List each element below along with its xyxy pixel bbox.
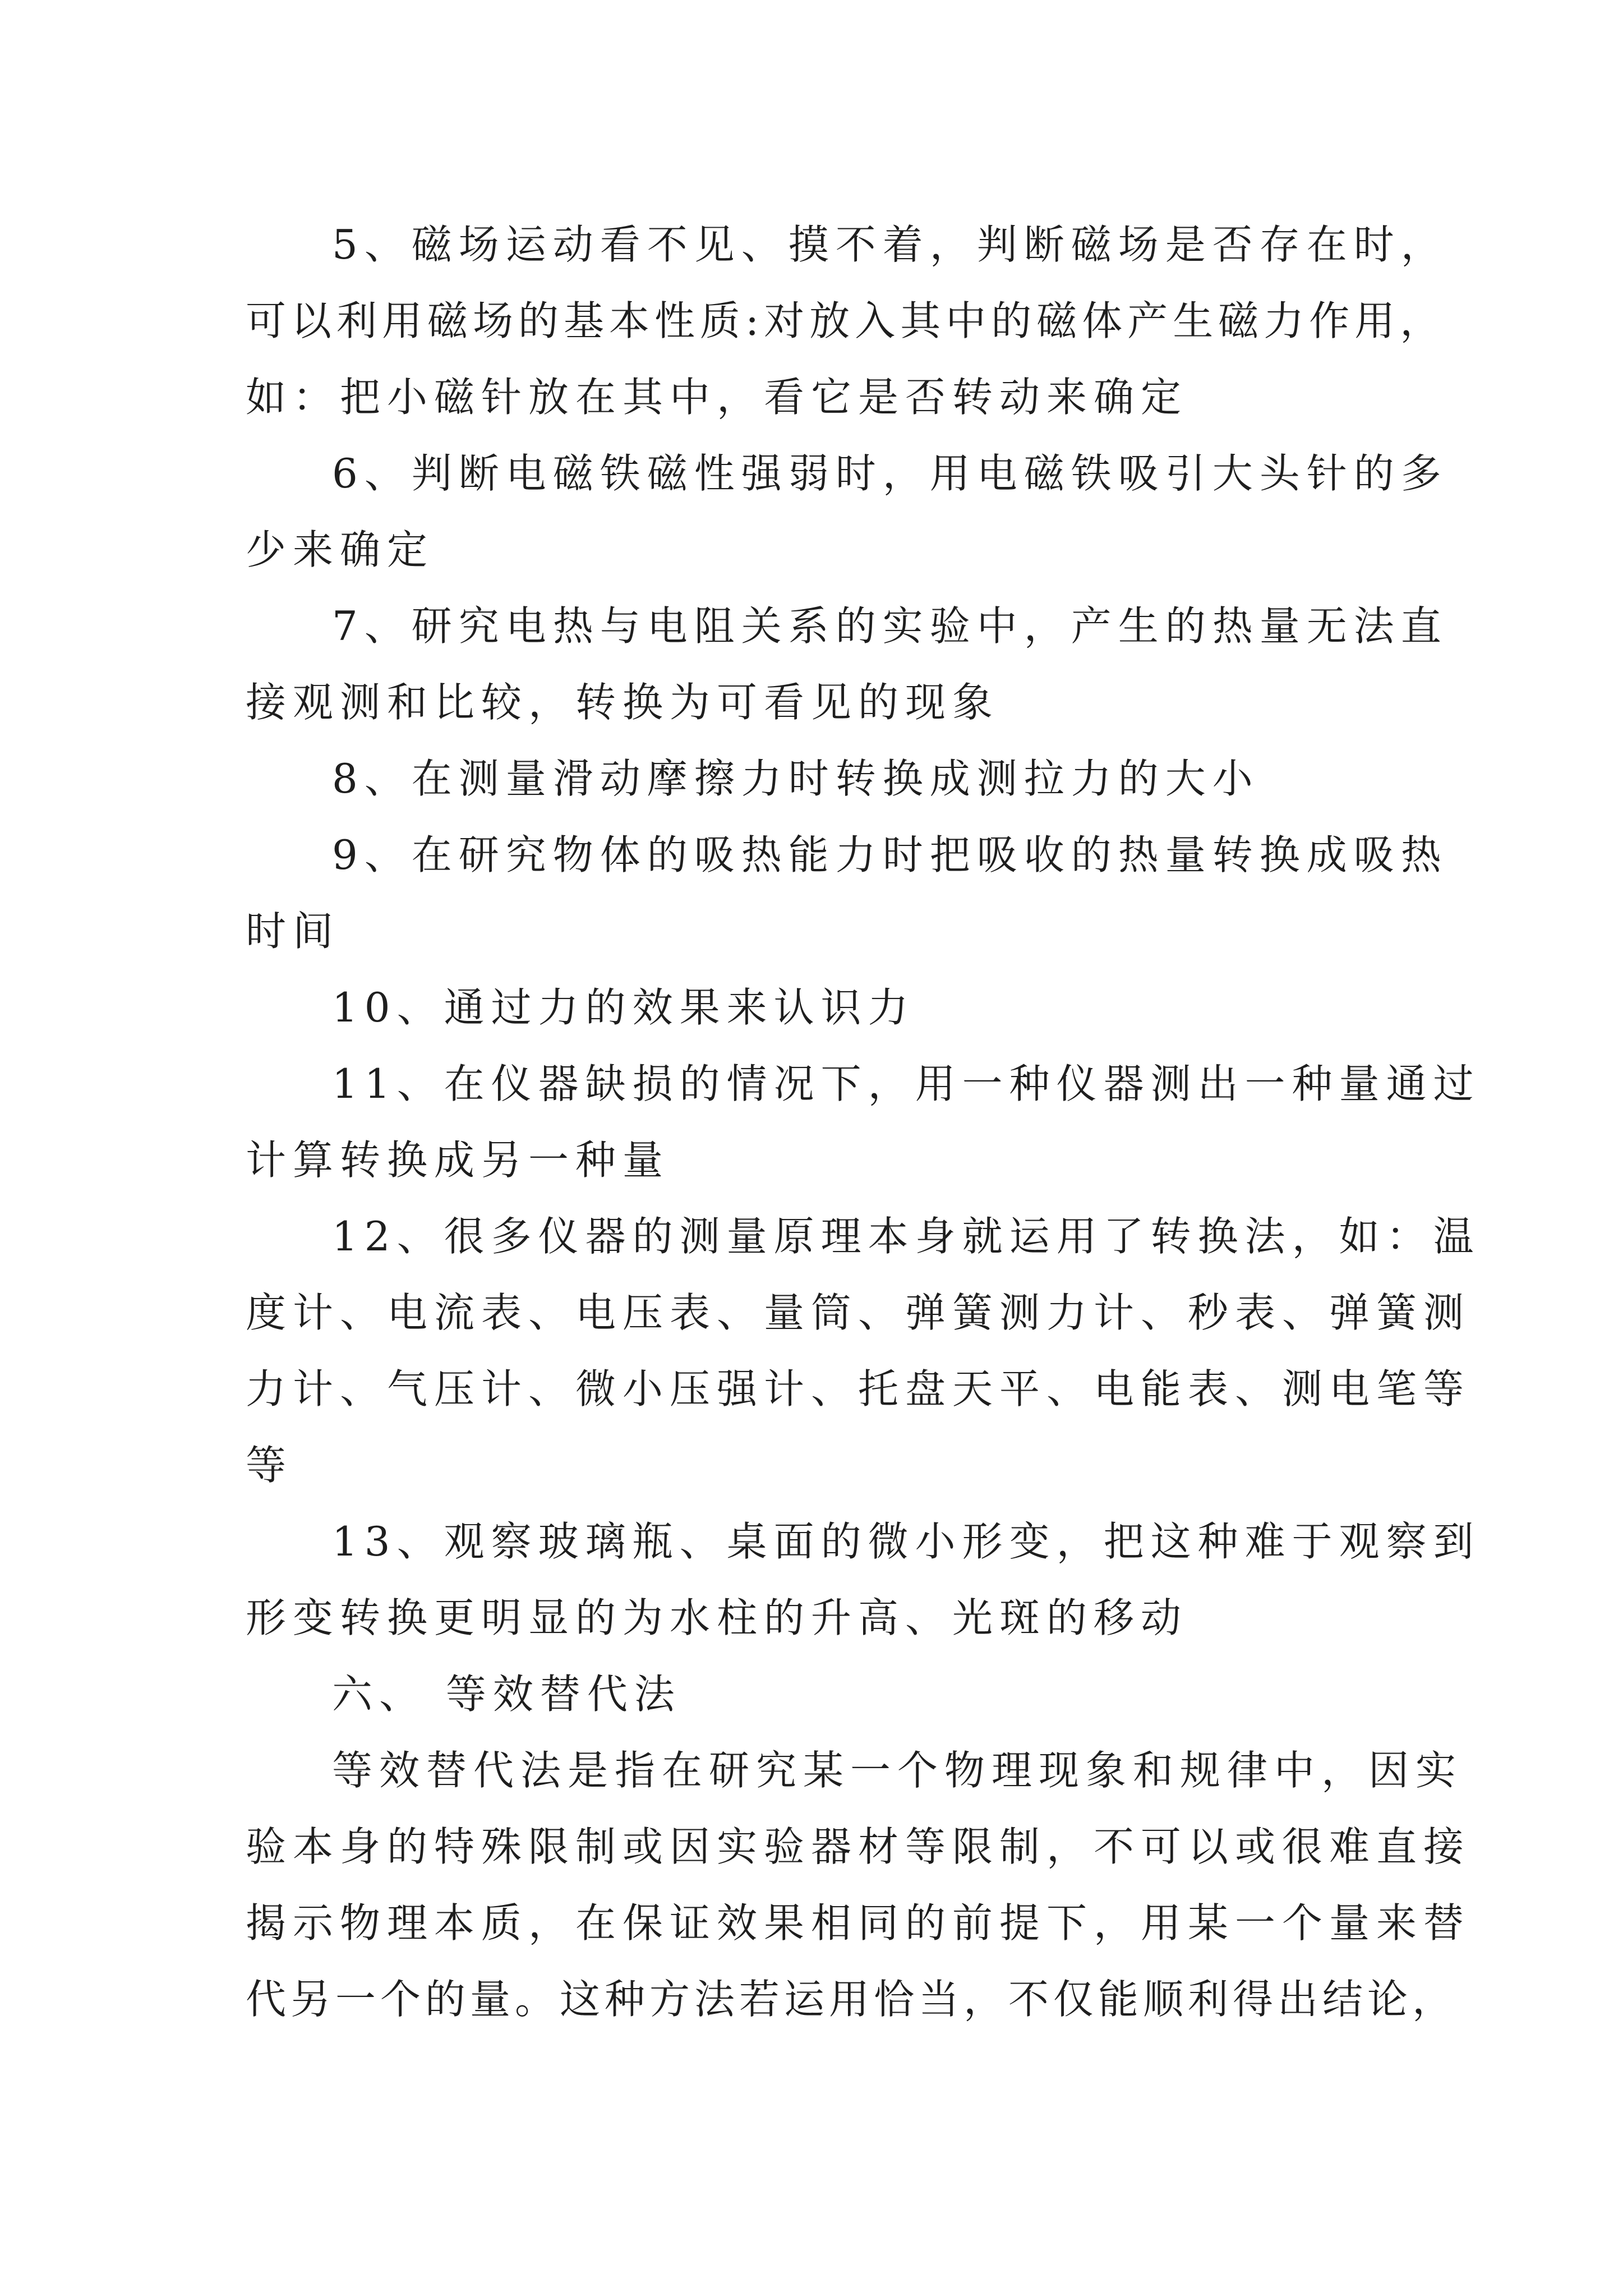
text-line: 接观测和比较，转换为可看见的现象 [246,679,1000,726]
text-line: 9、在研究物体的吸热能力时把吸收的热量转换成吸热 [332,831,1448,878]
text-line: 10、通过力的效果来认识力 [332,984,915,1031]
text-line: 6、判断电磁铁磁性强弱时，用电磁铁吸引大头针的多 [332,450,1448,497]
section-heading: 六、 等效替代法 [332,1671,681,1718]
text-line: 少来确定 [246,526,435,573]
text-line: 代另一个的量。这种方法若运用恰当，不仅能顺利得出结论， [246,1976,1458,2023]
text-line: 力计、气压计、微小压强计、托盘天平、电能表、测电笔等 [246,1365,1471,1412]
text-line: 13、观察玻璃瓶、桌面的微小形变，把这种难于观察到 [332,1518,1481,1565]
text-line: 11、在仪器缺损的情况下，用一种仪器测出一种量通过 [332,1060,1481,1107]
text-line: 等 [246,1442,293,1489]
text-line: 时间 [246,908,340,955]
text-line: 计算转换成另一种量 [246,1137,670,1184]
text-line: 如：把小磁针放在其中，看它是否转动来确定 [246,374,1188,421]
text-line: 5、磁场运动看不见、摸不着，判断磁场是否存在时， [332,221,1448,268]
text-line: 揭示物理本质，在保证效果相同的前提下，用某一个量来替 [246,1899,1471,1947]
text-line: 12、很多仪器的测量原理本身就运用了转换法，如：温 [332,1213,1481,1260]
text-line: 8、在测量滑动摩擦力时转换成测拉力的大小 [332,755,1260,802]
text-line: 可以利用磁场的基本性质:对放入其中的磁体产生磁力作用， [246,297,1446,344]
text-line: 等效替代法是指在研究某一个物理现象和规律中，因实 [332,1747,1463,1794]
text-line: 验本身的特殊限制或因实验器材等限制，不可以或很难直接 [246,1823,1471,1870]
text-line: 度计、电流表、电压表、量筒、弹簧测力计、秒表、弹簧测 [246,1289,1471,1336]
text-line: 7、研究电热与电阻关系的实验中，产生的热量无法直 [332,602,1448,650]
text-line: 形变转换更明显的为水柱的升高、光斑的移动 [246,1594,1188,1641]
